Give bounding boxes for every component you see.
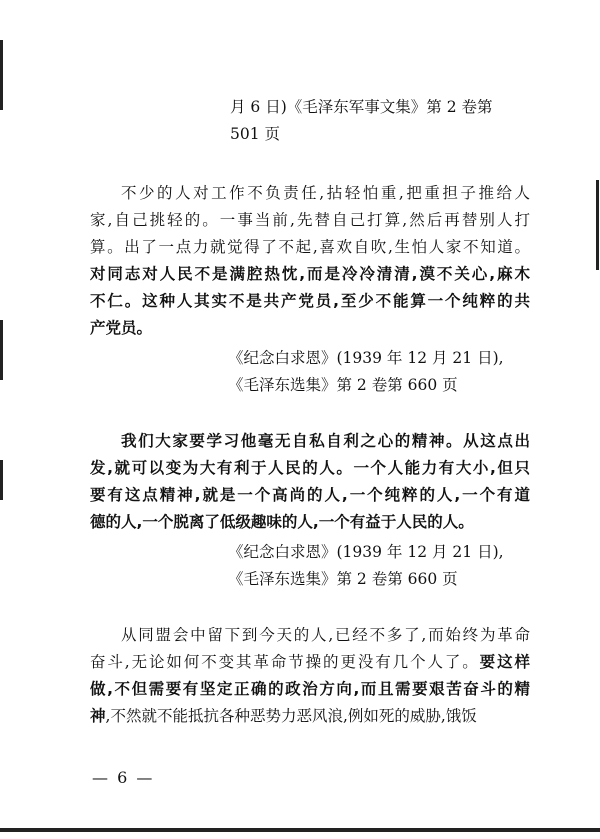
quote-paragraph-1 [90, 180, 530, 342]
paragraph-line [90, 649, 530, 676]
paragraph-line [90, 207, 530, 234]
paragraph-line [90, 482, 530, 509]
text-segment: 算。出了一点力就觉得了不起,喜欢自吹,生怕人家不知道。 [90, 238, 530, 256]
paragraph-line [90, 703, 530, 730]
quote-paragraph-3 [90, 622, 530, 730]
top-source-line-1: 月 6 日)《毛泽东军事文集》第 2 卷第 [230, 98, 493, 116]
bold-text-segment: 要这样 [479, 653, 530, 671]
quote-2-source-line-2: 《毛泽东选集》第 2 卷第 660 页 [228, 570, 458, 588]
scan-edge-mark-mid [0, 320, 3, 380]
quote-2-source-line-1: 《纪念白求恩》(1939 年 12 月 21 日), [228, 543, 504, 561]
paragraph-line [90, 509, 530, 536]
bold-text-segment: 发,就可以变为大有利于人民的人。一个人能力有大小,但只 [90, 459, 530, 477]
quote-paragraph-2 [90, 428, 530, 536]
text-segment: 家,自己挑轻的。一事当前,先替自己打算,然后再替别人打 [90, 211, 530, 229]
text-segment: ,不然就不能抵抗各种恶势力恶风浪,例如死的威胁,饿饭 [105, 707, 477, 725]
scan-edge-mark-top [0, 40, 3, 110]
paragraph-line [90, 315, 530, 342]
quote-1-source-line-1: 《纪念白求恩》(1939 年 12 月 21 日), [228, 349, 504, 367]
bold-text-segment: 做,不但需要有坚定正确的政治方向,而且需要艰苦奋斗的精 [90, 680, 530, 698]
bold-text-segment: 对同志对人民不是满腔热忱,而是冷冷清清,漠不关心,麻木 [90, 265, 530, 283]
scan-edge-mark-right [596, 180, 599, 270]
paragraph-line [90, 428, 530, 455]
quote-1-source-line-2: 《毛泽东选集》第 2 卷第 660 页 [228, 376, 458, 394]
paragraph-line [90, 180, 530, 207]
text-segment: 从同盟会中留下到今天的人,已经不多了,而始终为革命 [121, 626, 530, 644]
paragraph-line [90, 288, 530, 315]
bold-text-segment: 不仁。这种人其实不是共产党员,至少不能算一个纯粹的共 [90, 292, 530, 310]
paragraph-line [90, 234, 530, 261]
scan-edge-mark-low [0, 460, 3, 500]
top-source-line-2: 501 页 [230, 125, 281, 143]
bold-text-segment: 神 [90, 707, 106, 725]
paragraph-line [90, 622, 530, 649]
paragraph-line [90, 676, 530, 703]
scan-bottom-bar [0, 828, 600, 832]
bold-text-segment: 我们大家要学习他毫无自私自利之心的精神。从这点出 [121, 432, 530, 450]
bold-text-segment: 德的人,一个脱离了低级趣味的人,一个有益于人民的人。 [90, 513, 474, 531]
paragraph-line [90, 261, 530, 288]
page-number: — 6 — [92, 768, 155, 787]
text-segment: 不少的人对工作不负责任,拈轻怕重,把重担子推给人 [121, 184, 530, 202]
bold-text-segment: 要有这点精神,就是一个高尚的人,一个纯粹的人,一个有道 [90, 486, 530, 504]
paragraph-line [90, 455, 530, 482]
bold-text-segment: 产党员。 [90, 319, 153, 337]
text-segment: 奋斗,无论如何不变其革命节操的更没有几个人了。 [90, 653, 480, 671]
